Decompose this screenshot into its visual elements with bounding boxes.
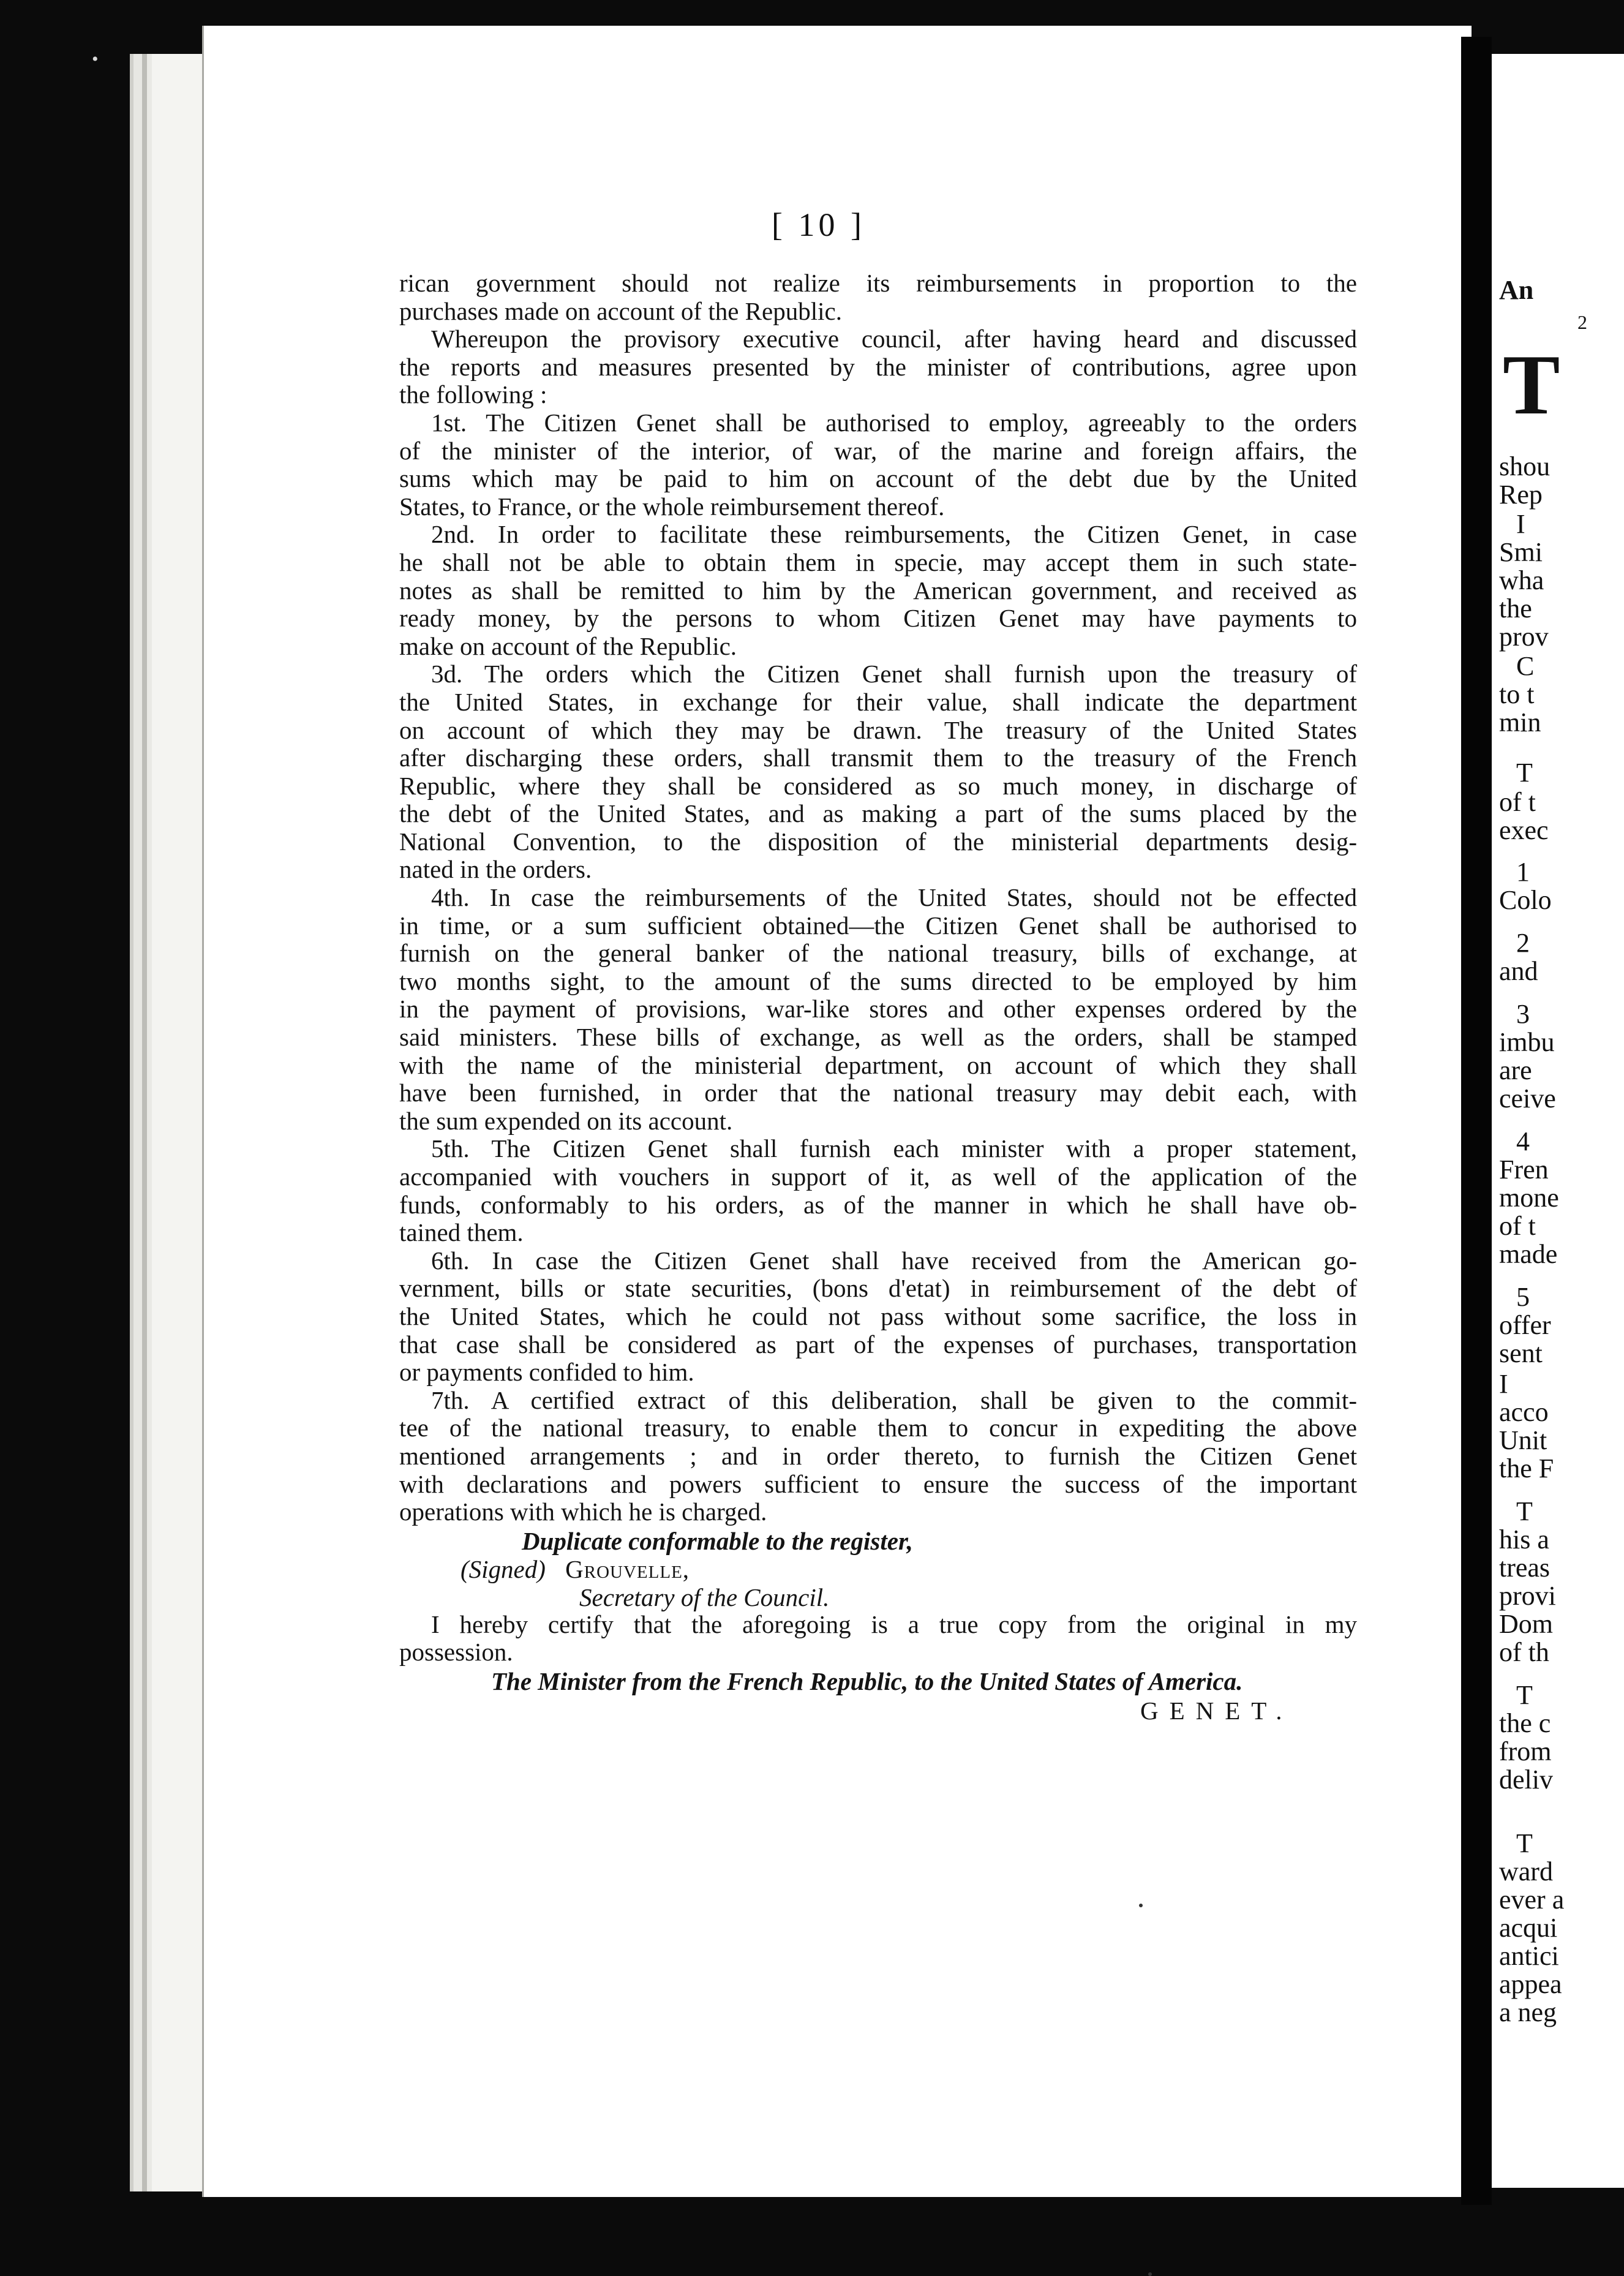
paragraph [399,660,1357,884]
facing-line: 4 [1516,1126,1530,1156]
facing-line: min [1499,707,1541,737]
signed-line [461,1556,690,1584]
facing-line: shou [1499,451,1551,481]
text-line: or payments confided to him. [399,1358,694,1387]
text-line: purchases made on account of the Republic. [399,296,842,325]
paragraph [399,325,1357,409]
facing-line: T [1503,337,1560,432]
paragraph [399,884,1357,1135]
facing-line: Rep [1499,480,1543,510]
certification-text [399,1611,1357,1667]
facing-line: 2 [1516,928,1530,958]
paragraph [399,1387,1357,1526]
facing-line: imbu [1499,1027,1555,1057]
facing-line: from [1499,1736,1552,1766]
facing-line: his a [1499,1524,1549,1554]
facing-line: to t [1499,679,1535,709]
text-line: Republic, where they shall be considered as so much money, in discharge of [399,771,1357,800]
facing-line: made [1499,1239,1558,1269]
certification-line: possession. [399,1638,513,1667]
paragraph [399,1247,1357,1387]
text-line: furnish on the general banker of the national treasury, bills of exchange, at [399,939,1357,968]
facing-page [1492,54,1624,2188]
text-line: 1st. The Citizen Genet shall be authorised to employ, agreeably to the orders [431,408,1357,437]
text-line: he shall not be able to obtain them in specie, may accept them in such state- [399,548,1357,576]
facing-line: a neg [1499,1997,1557,2027]
facing-line: of th [1499,1637,1549,1667]
text-line: ready money, by the persons to whom Citizen Genet may have payments to [399,604,1357,633]
text-line: in time, or a sum sufficient obtained—the Citizen Genet shall be authorised to [399,911,1357,940]
facing-line: Smi [1499,537,1543,567]
paragraph [399,521,1357,660]
signatory-name: Grouvelle, [565,1554,690,1583]
text-line: operations with which he is charged. [399,1498,767,1526]
paragraph [399,409,1357,521]
edge-mark: • [92,49,99,69]
text-line: two months sight, to the amount of the sums directed to be employed by him [399,967,1357,995]
body-text [399,202,1357,1725]
text-line: vernment, bills or state securities, (bons d'etat) in reimbursement of the debt of [399,1274,1357,1303]
facing-line: the [1499,593,1532,624]
facing-line: exec [1499,815,1549,845]
duplicate-line: Duplicate conformable to the register, [522,1526,913,1555]
facing-line: 2 [1577,311,1587,333]
certification-line: I hereby certify that the aforegoing is a true copy from the original in my [431,1610,1357,1638]
text-line: the debt of the United States, and as making a part of the sums placed by the [399,799,1357,828]
facing-line: 3 [1516,999,1530,1029]
facing-line: of t [1499,787,1536,817]
text-line: 4th. In case the reimbursements of the United States, should not be effected [431,883,1357,912]
text-line: 2nd. In order to facilitate these reimbursements, the Citizen Genet, in case [431,520,1357,549]
facing-line: C [1516,651,1535,681]
text-line: 5th. The Citizen Genet shall furnish each minister with a proper statement, [431,1134,1357,1163]
text-line: with declarations and powers sufficient to ensure the success of the important [399,1469,1357,1498]
facing-line: acqui [1499,1913,1558,1943]
facing-line: T [1516,1680,1533,1710]
facing-line: T [1516,758,1533,788]
facing-line: prov [1499,622,1549,652]
text-line: the sum expended on its account. [399,1106,733,1135]
facing-line: I [1516,509,1525,539]
text-line: States, to France, or the whole reimbursement thereof. [399,492,945,521]
facing-line: treas [1499,1553,1551,1583]
paragraph [399,1135,1357,1246]
text-line: the United States, in exchange for their value, shall indicate the department [399,687,1357,716]
text-line: National Convention, to the disposition of the ministerial departments desig- [399,827,1357,856]
facing-line: I [1499,1369,1508,1399]
page-number: [ 10 ] [772,206,865,243]
facing-line: are [1499,1055,1532,1085]
text-line: have been furnished, in order that the national treasury may debit each, with [399,1079,1357,1107]
facing-line: appea [1499,1969,1562,1999]
text-line: said ministers. These bills of exchange, as well as the orders, shall be stamped [399,1023,1357,1052]
text-line: tained them. [399,1218,524,1247]
facing-line: 1 [1516,857,1530,887]
text-line: that case shall be considered as part of the expenses of purchases, transportation [399,1330,1357,1358]
facing-line: ceive [1499,1083,1556,1114]
text-line: the reports and measures presented by the minister of contributions, agree upon [399,352,1357,381]
text-line: with the name of the ministerial department, on account of which they shall [399,1050,1357,1079]
text-line: accompanied with vouchers in support of it, as well of the application of the [399,1162,1357,1191]
signed-label: (Signed) [461,1554,546,1583]
facing-line: Dom [1499,1609,1553,1639]
facing-line: Fren [1499,1155,1549,1185]
facing-line: sent [1499,1338,1543,1368]
signature-genet: GENET. [1140,1696,1293,1725]
text-line: 6th. In case the Citizen Genet shall have received from the American go- [431,1246,1357,1275]
signatory-title: Secretary of the Council. [579,1583,830,1611]
facing-line: mone [1499,1183,1559,1213]
text-line: after discharging these orders, shall transmit them to the treasury of the French [399,744,1357,772]
facing-line: ever a [1499,1885,1565,1915]
text-line: the following : [399,380,547,409]
facing-line: acco [1499,1397,1549,1427]
certification [399,1611,1357,1725]
minister-line: The Minister from the French Republic, to the United States of America. [491,1667,1243,1695]
facing-line: the F [1499,1453,1554,1483]
facing-line: provi [1499,1581,1556,1611]
text-line: rican government should not realize its reimbursements in proportion to the [399,269,1357,297]
facing-line: antici [1499,1941,1559,1971]
facing-line: ward [1499,1856,1553,1886]
text-line: notes as shall be remitted to him by the American government, and received as [399,576,1357,605]
facing-line: Colo [1499,885,1552,915]
paragraph [399,269,1357,325]
facing-line: T [1516,1828,1533,1858]
facing-line: deliv [1499,1765,1553,1795]
ink-speck [1148,2272,1152,2276]
text-line: 3d. The orders which the Citizen Genet shall furnish upon the treasury of [431,660,1357,688]
text-line: make on account of the Republic. [399,631,737,660]
text-line: mentioned arrangements ; and in order thereto, to furnish the Citizen Genet [399,1441,1357,1470]
text-line: in the payment of provisions, war-like stores and other expenses ordered by the [399,995,1357,1023]
text-line: sums which may be paid to him on account of the debt due by the United [399,464,1357,493]
text-line: tee of the national treasury, to enable them to concur in expediting the above [399,1414,1357,1442]
facing-line: T [1516,1496,1533,1526]
text-line: Whereupon the provisory executive council, after having heard and discussed [431,325,1357,353]
facing-line: An [1499,275,1534,305]
text-line: nated in the orders. [399,855,592,884]
text-line: the United States, which he could not pass without some sacrifice, the loss in [399,1302,1357,1330]
paragraphs [399,269,1357,1526]
facing-line: 5 [1516,1282,1530,1312]
text-line: 7th. A certified extract of this deliberation, shall be given to the commit- [431,1385,1357,1414]
text-line: on account of which they may be drawn. The treasury of the United States [399,715,1357,744]
facing-line: of t [1499,1211,1536,1241]
facing-line: Unit [1499,1425,1547,1455]
facing-line: offer [1499,1310,1551,1340]
ink-speck [1139,1904,1143,1907]
text-line: of the minister of the interior, of war, of the marine and foreign affairs, the [399,436,1357,465]
facing-line: the c [1499,1708,1551,1738]
page-gutter [1461,37,1492,2205]
text-line: funds, conformably to his orders, as of the manner in which he shall have ob- [399,1190,1357,1219]
facing-line: and [1499,956,1538,986]
facing-line: wha [1499,565,1544,595]
